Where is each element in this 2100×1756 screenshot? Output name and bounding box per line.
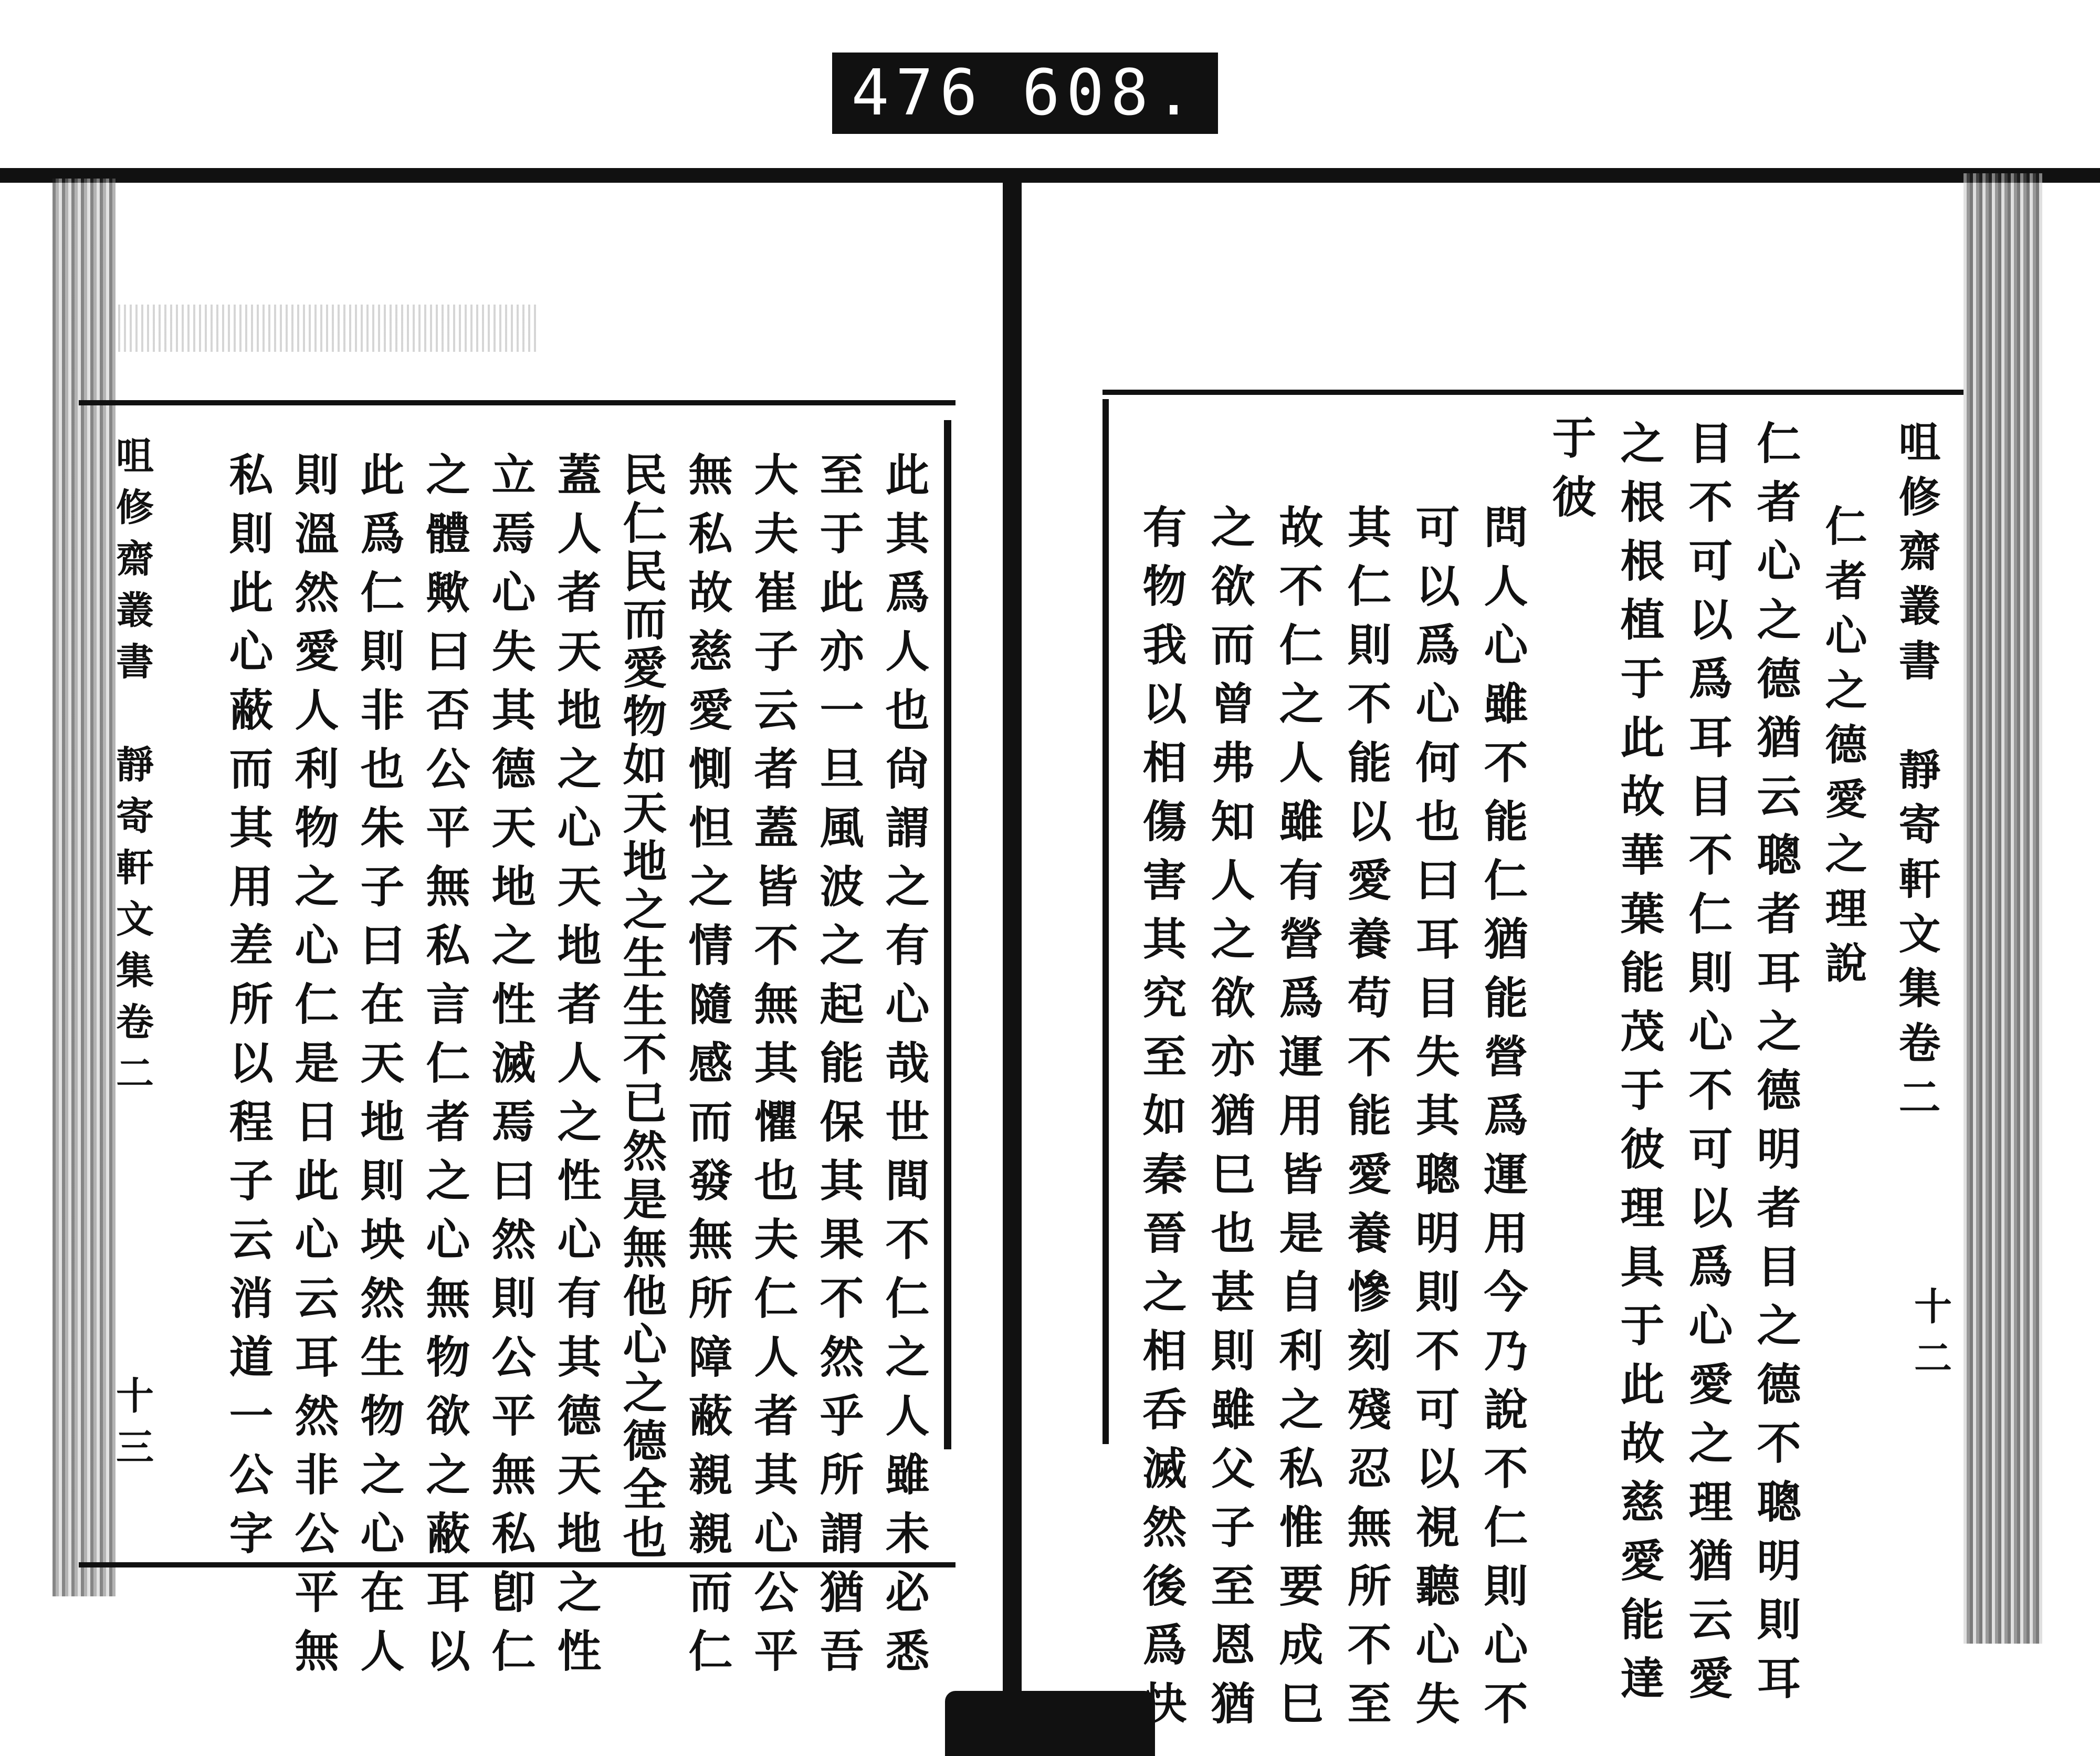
right-text-column: 其仁則不能以愛養苟不能愛養慘刻殘忍無所不至 xyxy=(1340,504,1392,1739)
left-text-column: 無私故慈愛惻怛之情隨感而發無所障蔽親親而仁 xyxy=(681,452,733,1687)
right-text-column: 目不可以爲耳目不仁則心不可以爲心愛之理猶云愛 xyxy=(1682,420,1734,1714)
left-text-column: 則溫然愛人利物之心仁是日此心云耳然非公平無 xyxy=(288,452,340,1687)
scan-top-border xyxy=(0,168,2100,183)
right-text-column: 之根根植于此故華葉能茂于彼理具于此故慈愛能達 xyxy=(1613,420,1665,1714)
left-text-column: 此爲仁則非也朱子曰在天地則坱然生物之心在人 xyxy=(353,452,405,1687)
right-top-rule xyxy=(1102,390,1964,395)
right-inner-rule xyxy=(1102,399,1109,1444)
book-gutter xyxy=(1003,173,1022,1696)
left-text-column: 立焉心失其德天地之性滅焉曰然則公平無私卽仁 xyxy=(485,452,537,1687)
stamp-right-number: 608. xyxy=(1022,57,1199,130)
right-text-column: 可以爲心何也曰耳目失其聰明則不可以視聽心失 xyxy=(1409,504,1461,1739)
left-text-column: 私則此心蔽而其用差所以程子云消道一公字 xyxy=(222,452,274,1569)
left-outer-rule xyxy=(944,420,951,1449)
right-margin-title: 咀修齋叢書 靜寄軒文集卷二 xyxy=(1892,420,1941,1130)
right-text-column: 之欲而曾弗知人之欲亦猶巳也甚則雖父子至恩猶 xyxy=(1204,504,1256,1739)
left-page-edge xyxy=(52,179,116,1596)
left-page-number: 十三 xyxy=(110,1376,154,1479)
stamp-left-number: 476 xyxy=(851,57,984,130)
left-text-column: 大夫崔子云者蓋皆不無其懼也夫仁人者其心公平 xyxy=(747,452,799,1687)
left-margin-title: 咀修齋叢書 靜寄軒文集卷二 xyxy=(110,436,154,1105)
left-text-column: 蓋人者天地之心天地者人之性心有其德天地之性 xyxy=(550,452,602,1687)
right-text-column: 于彼 xyxy=(1545,415,1597,532)
left-text-column: 此其爲人也尙謂之有心哉世間不仁之人雖未必悉 xyxy=(878,452,930,1687)
show-through-smudge xyxy=(118,305,538,352)
right-text-column: 故不仁之人雖有營爲運用皆是自利之私惟要成巳 xyxy=(1272,504,1324,1739)
left-text-column: 至于此亦一旦風波之起能保其果不然乎所謂猶吾 xyxy=(813,452,865,1687)
right-text-column: 問人心雖不能仁猶能營爲運用今乃說不仁則心不 xyxy=(1477,504,1529,1739)
right-text-column: 仁者心之德猶云聰者耳之德明者目之德不聰明則耳 xyxy=(1750,420,1802,1714)
bottom-binding-blot xyxy=(945,1691,1155,1756)
left-text-column: 民仁民而愛物如天地之生生不已然是無他心之德全也 xyxy=(616,452,668,1563)
right-page-edge xyxy=(1964,173,2042,1644)
right-text-column: 有物我以相傷害其究至如秦晉之相呑滅然後爲快 xyxy=(1136,504,1188,1739)
left-text-column: 之體歟曰否公平無私言仁者之心無物欲之蔽耳以 xyxy=(419,452,471,1687)
essay-title: 仁者心之德愛之理說 xyxy=(1818,504,1867,996)
microfilm-frame-stamp xyxy=(832,53,1218,134)
left-top-rule xyxy=(79,400,956,405)
right-page-number: 十二 xyxy=(1908,1287,1952,1389)
